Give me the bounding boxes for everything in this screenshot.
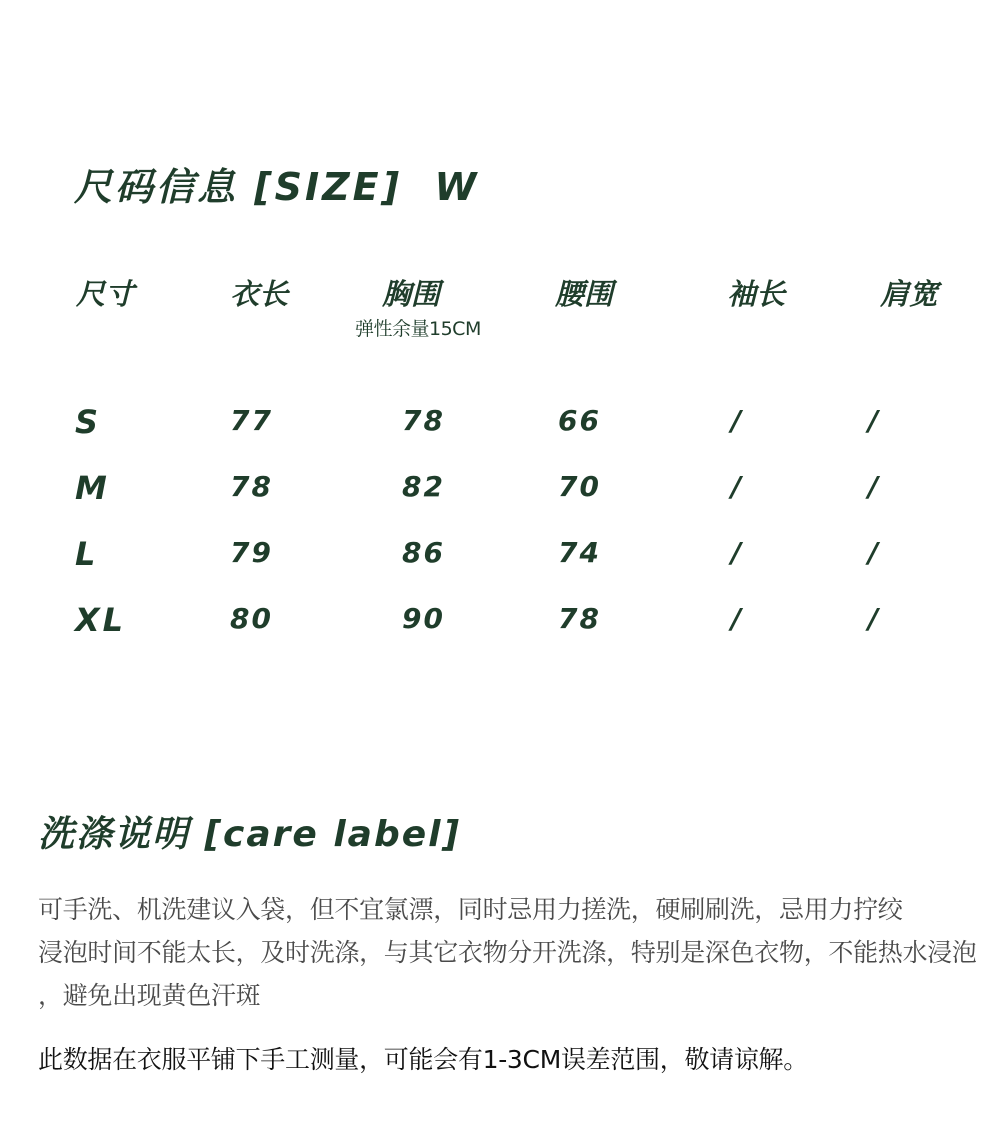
- row-m-size: M: [75, 469, 110, 507]
- care-section-title: 洗涤说明 [care label]: [38, 814, 461, 855]
- row-m-chest: 82: [402, 470, 445, 503]
- measurement-note: 此数据在衣服平铺下手工测量，可能会有1-3CM误差范围，敬请谅解。: [38, 1045, 808, 1074]
- row-m-sleeve: /: [731, 470, 744, 503]
- row-xl-chest: 90: [402, 602, 445, 635]
- row-l-length: 79: [230, 536, 273, 569]
- row-l-shoulder: /: [868, 536, 881, 569]
- row-xl-length: 80: [230, 602, 273, 635]
- header-size: 尺寸: [76, 277, 135, 311]
- header-chest: 胸围: [382, 277, 441, 311]
- size-section-title: 尺码信息 [SIZE] W: [74, 165, 480, 209]
- row-l-size: L: [75, 535, 99, 573]
- row-s-chest: 78: [402, 404, 445, 437]
- row-xl-sleeve: /: [731, 602, 744, 635]
- row-s-waist: 66: [558, 404, 601, 437]
- row-s-sleeve: /: [731, 404, 744, 437]
- row-m-shoulder: /: [868, 470, 881, 503]
- row-m-length: 78: [230, 470, 273, 503]
- row-xl-size: XL: [75, 601, 127, 639]
- chest-elastic-note: 弹性余量15CM: [355, 318, 481, 340]
- care-line-3: ，避免出现黄色汗斑: [38, 981, 261, 1010]
- row-xl-waist: 78: [558, 602, 601, 635]
- header-sleeve: 袖长: [727, 277, 786, 311]
- row-l-waist: 74: [558, 536, 601, 569]
- header-shoulder: 肩宽: [880, 277, 939, 311]
- row-l-sleeve: /: [731, 536, 744, 569]
- header-waist: 腰围: [555, 277, 614, 311]
- row-s-length: 77: [230, 404, 273, 437]
- header-length: 衣长: [230, 277, 289, 311]
- row-m-waist: 70: [558, 470, 601, 503]
- row-s-size: S: [75, 403, 102, 441]
- row-xl-shoulder: /: [868, 602, 881, 635]
- row-l-chest: 86: [402, 536, 445, 569]
- care-line-1: 可手洗、机洗建议入袋，但不宜氯漂，同时忌用力搓洗，硬刷刷洗，忌用力拧绞: [38, 895, 903, 924]
- care-line-2: 浸泡时间不能太长，及时洗涤，与其它衣物分开洗涤，特别是深色衣物，不能热水浸泡: [38, 938, 977, 967]
- row-s-shoulder: /: [868, 404, 881, 437]
